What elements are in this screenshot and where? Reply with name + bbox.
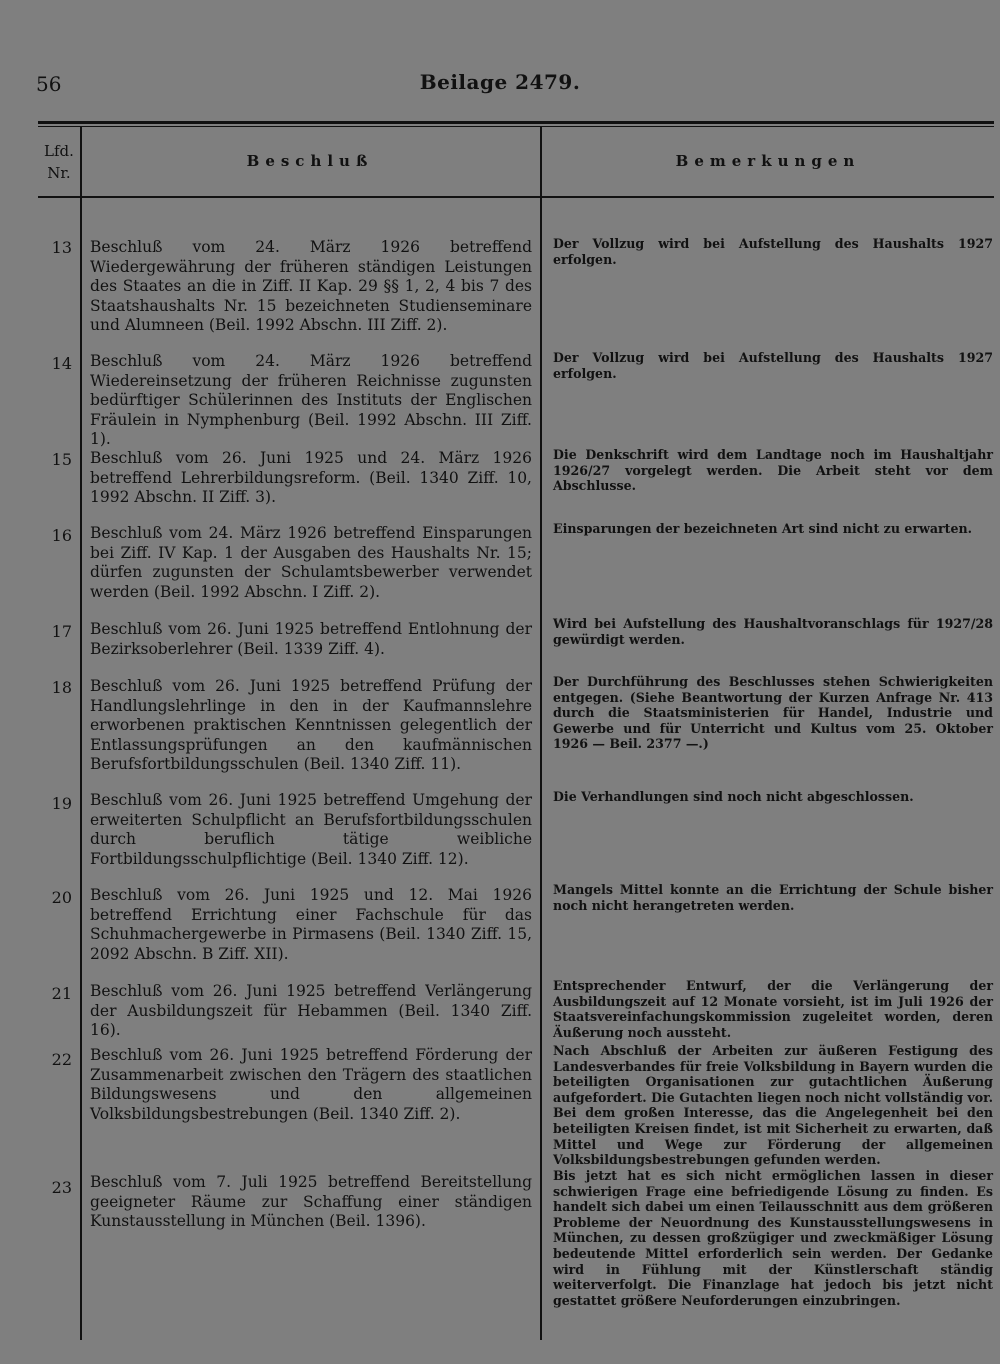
- page-number: 56: [36, 72, 62, 96]
- page-heading: Beilage 2479.: [419, 70, 581, 94]
- row-beschluss: Beschluß vom 24. März 1926 betreffend Wiedergewährung der früheren ständigen Leistungen des Staates an die in Ziff. II Kap. 29 §§ 1, 2, 4 bis 7 des Staatshaushalts Nr. 15 bezeichneten Studienseminare und Alumneen (Beil. 1992 Abschn. III Ziff. 2).: [90, 238, 532, 334]
- column-header-nr-line1: Lfd.: [44, 142, 74, 160]
- row-number: 19: [51, 794, 72, 813]
- row-beschluss: Beschluß vom 26. Juni 1925 betreffend Prüfung der Handlungslehrlinge in den in der Kaufmannslehre erworbenen praktischen Kenntnissen gelegentlich der Entlassungsprüfungen an den kaufmännischen Berufsfortbildungsschulen (Beil. 1340 Ziff. 11).: [90, 677, 532, 773]
- row-number: 15: [51, 450, 72, 469]
- row-beschluss: Beschluß vom 26. Juni 1925 betreffend Entlohnung der Bezirksoberlehrer (Beil. 1339 Ziff. 4).: [90, 620, 532, 658]
- column-divider-nr: [80, 126, 82, 1340]
- column-header-nr-line2: Nr.: [47, 164, 71, 182]
- row-beschluss: Beschluß vom 26. Juni 1925 betreffend Umgehung der erweiterten Schulpflicht an Berufsfortbildungsschulen durch beruflich tätige weibliche Fortbildungsschulpflichtige (Beil. 1340 Ziff. 12).: [90, 791, 532, 868]
- row-number: 21: [51, 984, 72, 1003]
- row-number: 16: [51, 526, 72, 545]
- row-bemerkung: Bis jetzt hat es sich nicht ermöglichen lassen in dieser schwierigen Frage eine befriedigende Lösung zu finden. Es handelt sich dabei um einen Teilausschnitt aus dem größeren Probleme der Neuordnung des Kunstausstellungswesens in München, zu dessen großzügiger und zweckmäßiger Lösung bedeutende Mittel erforderlich sein werden. Der Gedanke wird in Fühlung mit der Künstlerschaft ständig weiterverfolgt. Die Finanzlage hat jedoch bis jetzt nicht gestattet größere Neuforderungen einzubringen.: [553, 1168, 993, 1308]
- row-bemerkung: Einsparungen der bezeichneten Art sind nicht zu erwarten.: [553, 521, 973, 536]
- row-number: 18: [51, 678, 72, 697]
- column-header-bemerkungen: Bemerkungen: [675, 152, 861, 170]
- top-rule-thick: [38, 121, 994, 124]
- row-number: 23: [51, 1178, 72, 1197]
- row-beschluss: Beschluß vom 26. Juni 1925 und 24. März 1926 betreffend Lehrerbildungsreform. (Beil. 1340 Ziff. 10, 1992 Abschn. II Ziff. 3).: [90, 449, 532, 506]
- column-divider-main: [540, 126, 542, 1340]
- row-bemerkung: Entsprechender Entwurf, der die Verlängerung der Ausbildungszeit auf 12 Monate vorsieht, ist im Juli 1926 der Staatsvereinfachungskommission zugeleitet worden, deren Äußerung noch aussteht.: [553, 978, 993, 1040]
- row-bemerkung: Der Durchführung des Beschlusses stehen Schwierigkeiten entgegen. (Siehe Beantwortung der Kurzen Anfrage Nr. 413 durch die Staatsministerien für Handel, Industrie und Gewerbe und für Unterricht und Kultus vom 25. Oktober 1926 — Beil. 2377 —.): [553, 674, 993, 752]
- column-header-beschluss: Beschluß: [246, 152, 374, 170]
- row-beschluss: Beschluß vom 24. März 1926 betreffend Einsparungen bei Ziff. IV Kap. 1 der Ausgaben des Haushalts Nr. 15; dürfen zugunsten der Schulamtsbewerber verwendet werden (Beil. 1992 Abschn. I Ziff. 2).: [90, 524, 532, 601]
- row-number: 17: [51, 622, 72, 641]
- row-number: 13: [51, 238, 72, 257]
- row-bemerkung: Der Vollzug wird bei Aufstellung des Haushalts 1927 erfolgen.: [553, 350, 993, 381]
- row-beschluss: Beschluß vom 7. Juli 1925 betreffend Bereitstellung geeigneter Räume zur Schaffung einer ständigen Kunstausstellung in München (Beil. 1396).: [90, 1173, 532, 1230]
- row-beschluss: Beschluß vom 26. Juni 1925 betreffend Förderung der Zusammenarbeit zwischen den Trägern des staatlichen Bildungswesens und den allgemeinen Volksbildungsbestrebungen (Beil. 1340 Ziff. 2).: [90, 1046, 532, 1123]
- row-beschluss: Beschluß vom 26. Juni 1925 und 12. Mai 1926 betreffend Errichtung einer Fachschule für das Schuhmachergewerbe in Pirmasens (Beil. 1340 Ziff. 15, 2092 Abschn. B Ziff. XII).: [90, 886, 532, 963]
- row-number: 22: [51, 1050, 72, 1069]
- row-bemerkung: Nach Abschluß der Arbeiten zur äußeren Festigung des Landesverbandes für freie Volksbildung in Bayern wurden die beteiligten Organisationen zur gutachtlichen Äußerung aufgefordert. Die Gutachten liegen noch nicht vollständig vor. Bei dem großen Interesse, das die Angelegenheit bei den beteiligten Kreisen findet, ist mit Sicherheit zu erwarten, daß Mittel und Wege zur Förderung der allgemeinen Volksbildungsbestrebungen gefunden werden.: [553, 1043, 993, 1168]
- row-bemerkung: Die Verhandlungen sind noch nicht abgeschlossen.: [553, 789, 914, 804]
- column-header-nr: [38, 140, 80, 184]
- top-rule-thin: [38, 126, 994, 127]
- row-bemerkung: Wird bei Aufstellung des Haushaltvoranschlags für 1927/28 gewürdigt werden.: [553, 616, 993, 647]
- row-bemerkung: Der Vollzug wird bei Aufstellung des Haushalts 1927 erfolgen.: [553, 236, 993, 267]
- row-beschluss: Beschluß vom 26. Juni 1925 betreffend Verlängerung der Ausbildungszeit für Hebammen (Beil. 1340 Ziff. 16).: [90, 982, 532, 1039]
- row-number: 20: [51, 888, 72, 907]
- header-bottom-rule: [38, 196, 994, 198]
- row-bemerkung: Mangels Mittel konnte an die Errichtung der Schule bisher noch nicht herangetreten werden.: [553, 882, 993, 913]
- row-beschluss: Beschluß vom 24. März 1926 betreffend Wiedereinsetzung der früheren Reichnisse zugunsten bedürftiger Schülerinnen des Instituts der Englischen Fräulein in Nymphenburg (Beil. 1992 Abschn. III Ziff. 1).: [90, 352, 532, 448]
- row-number: 14: [51, 354, 72, 373]
- row-bemerkung: Die Denkschrift wird dem Landtage noch im Haushaltjahr 1926/27 vorgelegt werden. Die Arbeit steht vor dem Abschlusse.: [553, 447, 993, 494]
